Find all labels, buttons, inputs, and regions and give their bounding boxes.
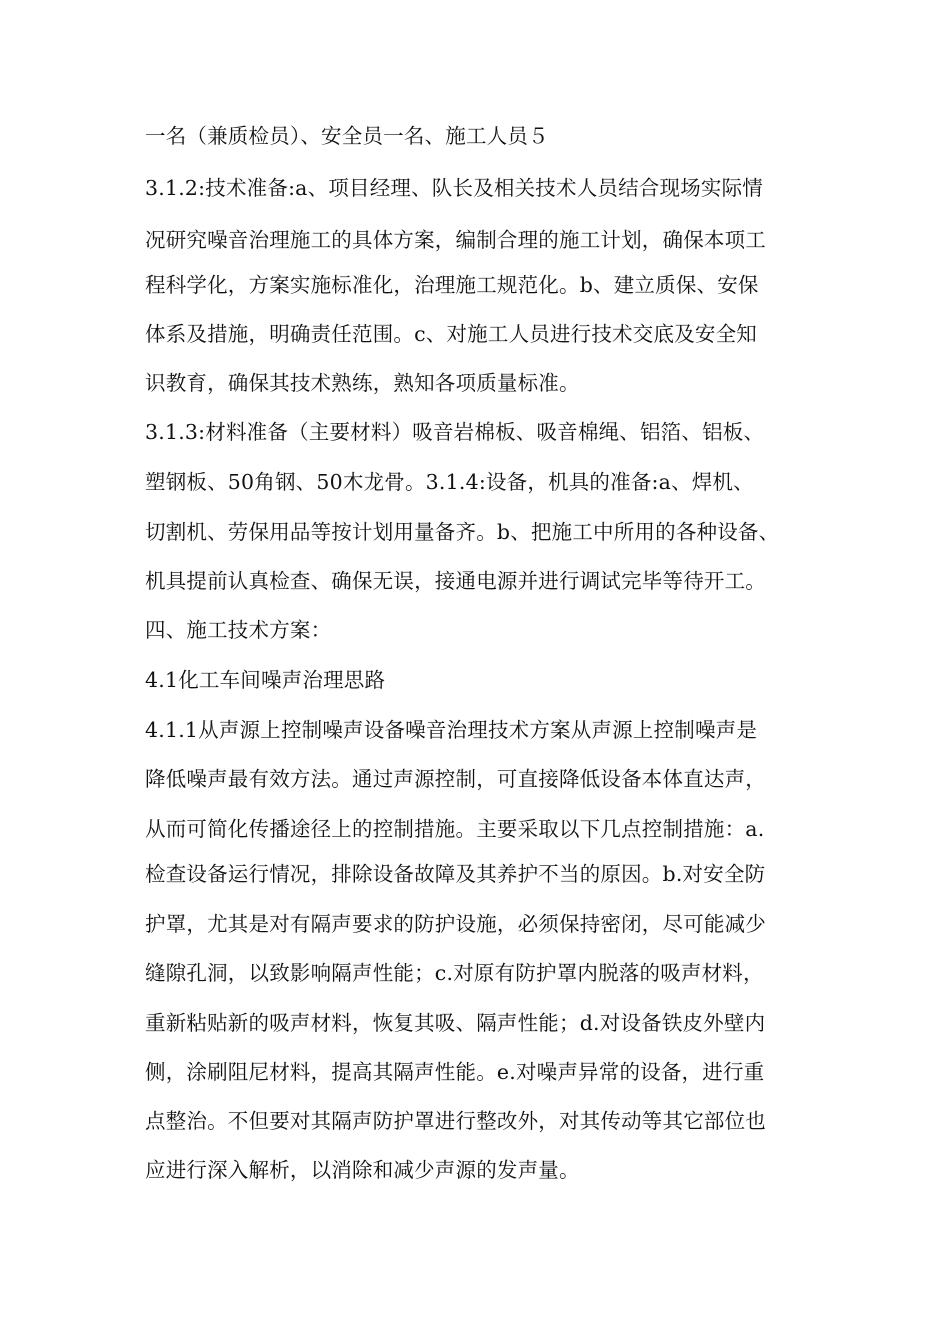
text-line: 缝隙孔洞，以致影响隔声性能；c.对原有防护罩内脱落的吸声材料， [145,961,764,985]
text-line: 点整治。不但要对其隔声防护罩进行整改外，对其传动等其它部位也 [145,1109,766,1133]
text-line: 况研究噪音治理施工的具体方案，编制合理的施工计划，确保本项工 [145,228,766,252]
text-line: 机具提前认真检查、确保无误，接通电源并进行调试完毕等待开工。 [145,569,766,593]
text-line: 塑钢板、50角钢、50木龙骨。3.1.4:设备，机具的准备:a、焊机、 [145,470,754,494]
text-line: 重新粘贴新的吸声材料，恢复其吸、隔声性能；d.对设备铁皮外壁内 [145,1011,766,1035]
text-line: 3.1.2:技术准备:a、项目经理、队长及相关技术人员结合现场实际情 [145,176,763,200]
text-line: 检查设备运行情况，排除设备故障及其养护不当的原因。b.对安全防 [145,862,766,886]
text-line: 识教育，确保其技术熟练，熟知各项质量标准。 [145,371,580,395]
text-line: 切割机、劳保用品等按计划用量备齐。b、把施工中所用的各种设备、 [145,520,780,544]
text-line: 从而可简化传播途径上的控制措施。主要采取以下几点控制措施：a. [145,817,765,841]
text-line: 一名（兼质检员）、安全员一名、施工人员５ [145,124,549,148]
text-line: 4.1.1从声源上控制噪声设备噪音治理技术方案从声源上控制噪声是 [145,718,758,742]
text-line: 3.1.3:材料准备（主要材料）吸音岩棉板、吸音棉绳、铝箔、铝板、 [145,420,765,444]
text-line: 侧，涂刷阻尼材料，提高其隔声性能。e.对噪声异常的设备，进行重 [145,1060,765,1084]
text-line: 四、施工技术方案： [145,618,332,642]
text-line: 程科学化，方案实施标准化，治理施工规范化。b、建立质保、安保 [145,273,759,297]
text-line: 护罩，尤其是对有隔声要求的防护设施，必须保持密闭，尽可能减少 [145,912,766,936]
text-line: 应进行深入解析，以消除和减少声源的发声量。 [145,1158,580,1182]
text-line: 4.1化工车间噪声治理思路 [145,668,386,692]
text-line: 体系及措施，明确责任范围。c、对施工人员进行技术交底及安全知 [145,322,757,346]
text-line: 降低噪声最有效方法。通过声源控制，可直接降低设备本体直达声， [145,767,766,791]
